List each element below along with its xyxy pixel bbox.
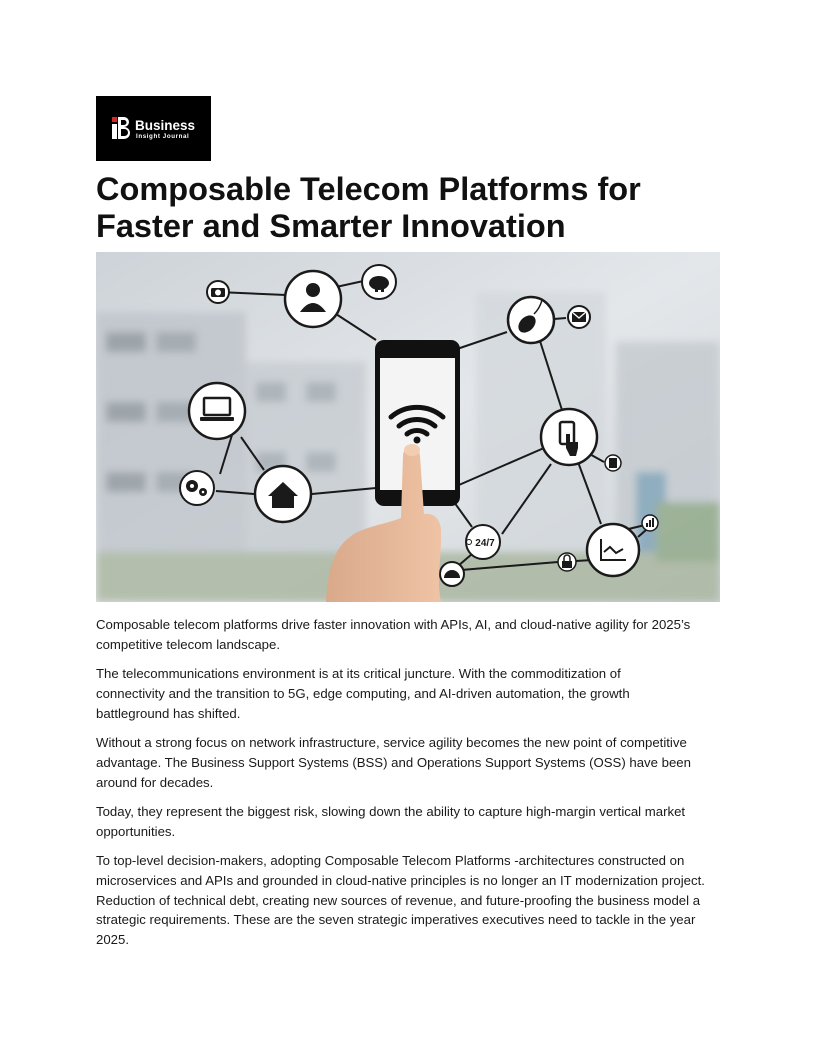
text-line: around for decades. [96, 774, 214, 790]
article-body [96, 615, 724, 959]
text-line: competitive telecom landscape. [96, 636, 280, 652]
text-line: Today, they represent the biggest risk, slowing down the ability to capture high-margin vertical market [96, 803, 686, 819]
chart-icon [587, 524, 639, 576]
user-icon [285, 271, 341, 327]
text-line: Composable telecom platforms drive faster innovation with APIs, AI, and cloud-native agility for 2025’s [96, 617, 691, 632]
gears-icon [180, 471, 214, 505]
article-title-line: Faster and Smarter Innovation [96, 208, 566, 244]
text-line: connectivity and the transition to 5G, edge computing, and AI-driven automation, the growth [96, 685, 630, 701]
text-line: To top-level decision-makers, adopting Composable Telecom Platforms -architectures constructed on [96, 852, 685, 868]
text-line: 2025. [96, 932, 130, 948]
camera-icon [207, 281, 229, 303]
paragraph [96, 802, 724, 842]
piggy-bank-icon [362, 265, 396, 299]
badge-24-7: 24/7 [475, 538, 495, 549]
b-logo-mark [112, 117, 130, 139]
calculator-icon [605, 455, 621, 471]
touch-phone-icon [541, 409, 597, 465]
article-title-line: Composable Telecom Platforms for [96, 171, 641, 207]
bar-chart-icon [642, 515, 658, 531]
text-line: The telecommunications environment is at its critical juncture. With the commoditization of [96, 666, 621, 682]
clock-24-7-icon [466, 525, 500, 559]
hero-image [96, 252, 720, 602]
text-line: advantage. The Business Support Systems (BSS) and Operations Support Systems (OSS) have been [96, 754, 691, 770]
article-title [96, 171, 736, 245]
text-line: strategic requirements. These are the seven strategic imperatives executives need to tackle in the year [96, 912, 696, 928]
lock-icon [558, 553, 576, 571]
brand-name: Business [135, 118, 196, 133]
text-line: battleground has shifted. [96, 705, 241, 721]
paragraph [96, 733, 724, 792]
laptop-icon [189, 383, 245, 439]
text-line: Without a strong focus on network infrastructure, service agility becomes the new point of competitive [96, 734, 687, 750]
mail-icon [568, 306, 590, 328]
paragraph [96, 851, 724, 950]
text-line: opportunities. [96, 823, 176, 839]
brand-logo [96, 96, 211, 161]
mouse-icon [508, 297, 554, 343]
text-line: microservices and APIs and grounded in cloud-native principles is no longer an IT modernization project. [96, 872, 705, 888]
home-icon [255, 466, 311, 522]
text-line: Reduction of technical debt, creating new sources of revenue, and future-proofing the business model a [96, 892, 701, 908]
paragraph [96, 664, 724, 723]
brand-tagline: Insight Journal [136, 133, 190, 140]
paragraph [96, 615, 724, 655]
speedometer-icon [440, 562, 464, 586]
